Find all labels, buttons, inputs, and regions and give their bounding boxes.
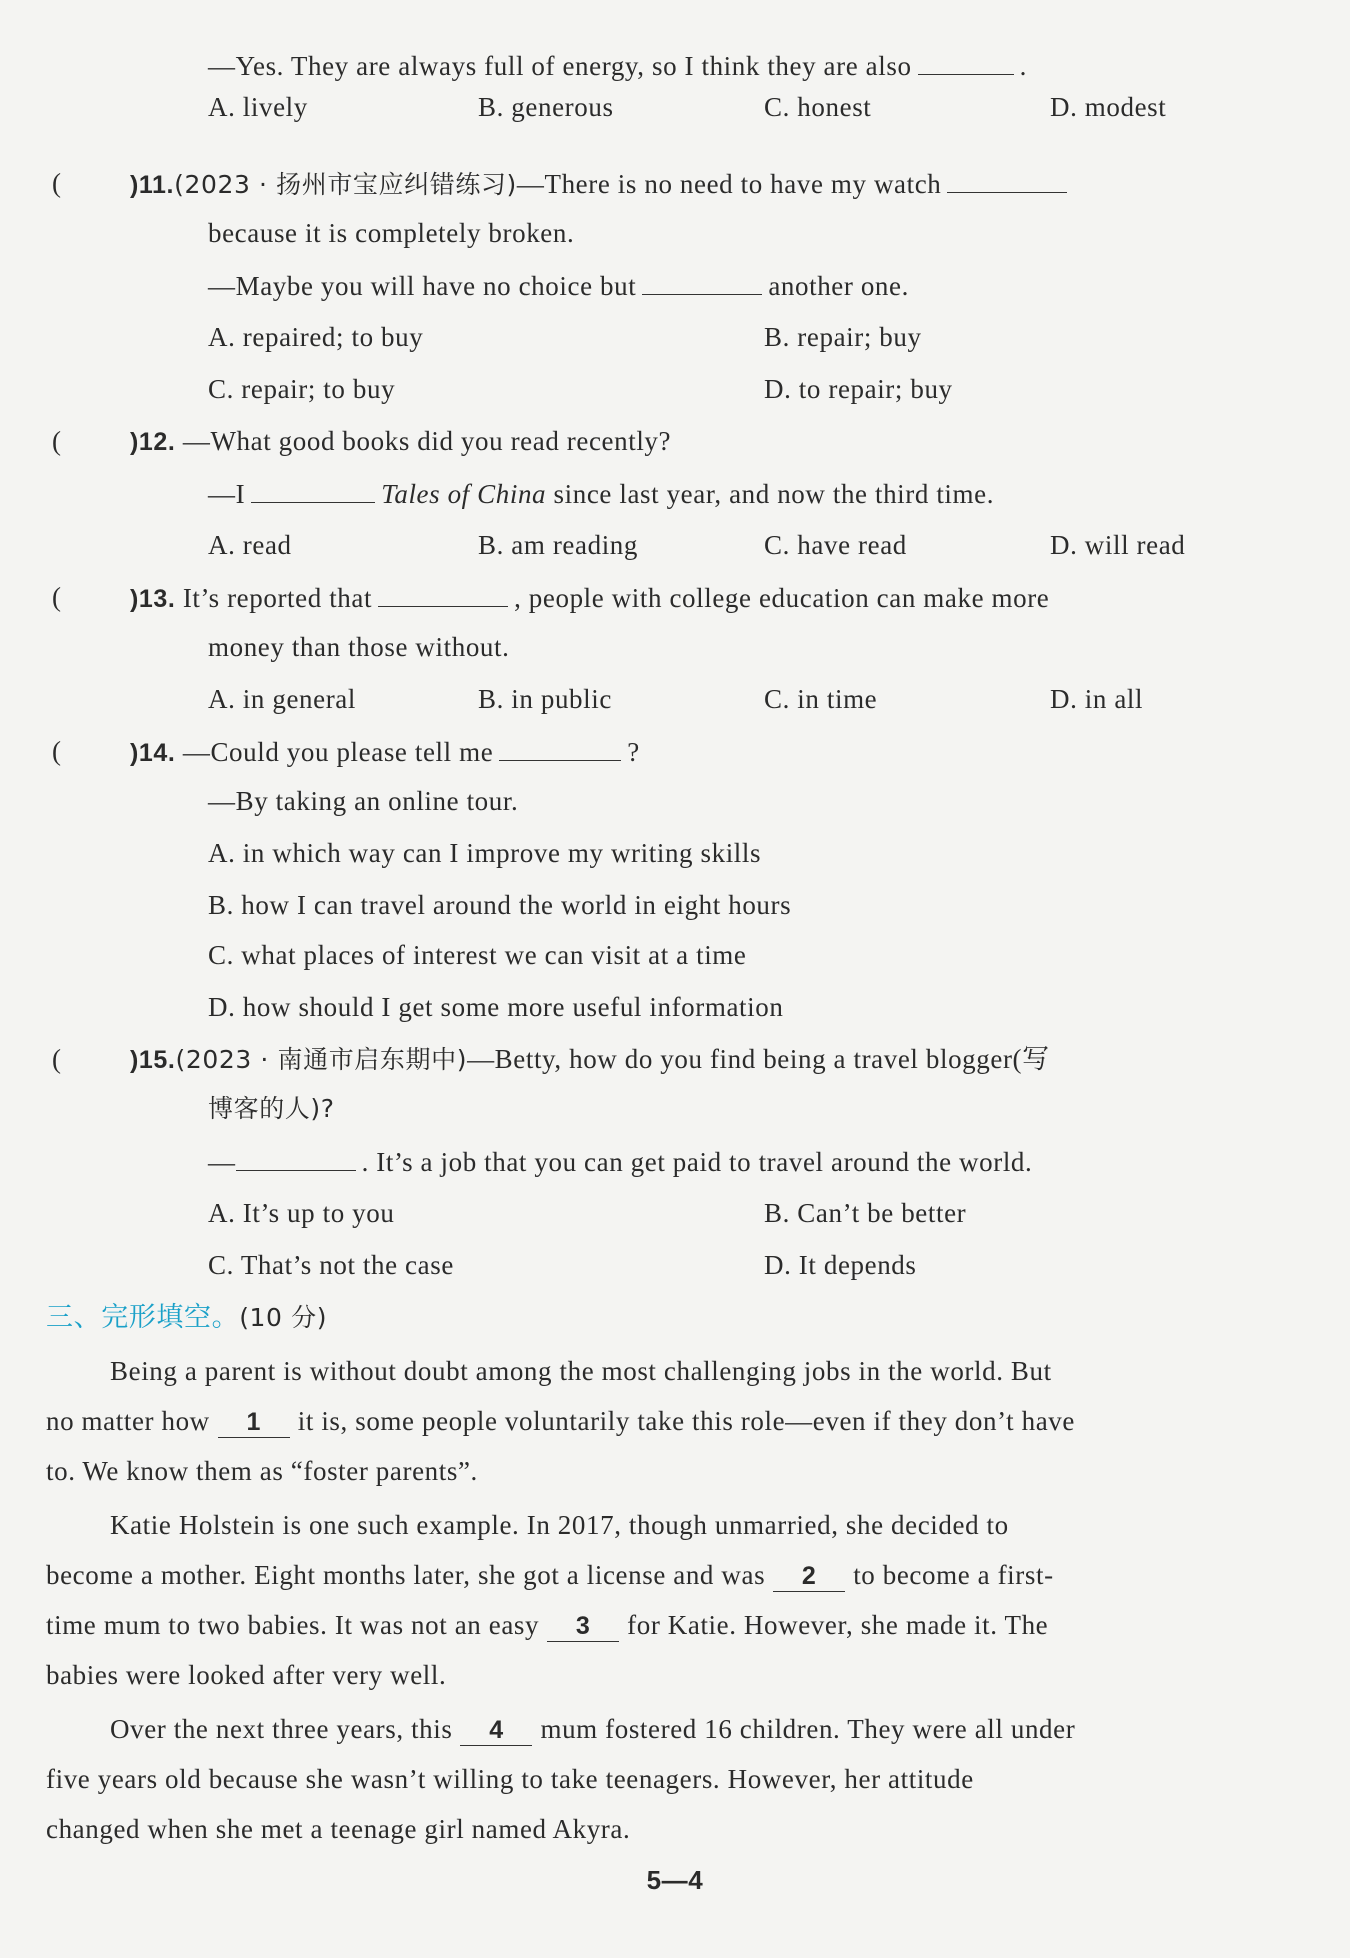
q11-number: )11. <box>130 171 175 199</box>
passage-line <box>46 1608 1048 1642</box>
passage-text: time mum to two babies. It was not an easy <box>46 1610 540 1640</box>
q15-line1 <box>130 1042 1050 1077</box>
q11-text: —There is no need to have my watch <box>516 169 942 199</box>
q14-answer-paren[interactable]: ( <box>52 736 62 766</box>
q14-option-d: D. how should I get some more useful information <box>208 992 784 1022</box>
q15-text-b: . It’s a job that you can get paid to travel around the world. <box>361 1147 1033 1177</box>
q13-option-a: A. in general <box>208 684 356 714</box>
q11-option-d: D. to repair; buy <box>764 374 953 404</box>
q14-option-b: B. how I can travel around the world in eight hours <box>208 890 792 920</box>
section-heading <box>46 1300 327 1335</box>
q14-option-a: A. in which way can I improve my writing skills <box>208 838 762 868</box>
q11-blank2[interactable] <box>642 268 762 295</box>
cloze-blank-1[interactable]: 1 <box>218 1407 290 1438</box>
passage-text: for Katie. However, she made it. The <box>627 1610 1049 1640</box>
passage-line: five years old because she wasn’t willing to take teenagers. However, her attitude <box>46 1764 974 1794</box>
q11-line3 <box>208 268 909 303</box>
q10-option-a: A. lively <box>208 92 308 122</box>
q12-number: )12. <box>130 428 176 456</box>
passage-text: it is, some people voluntarily take this role—even if they don’t have <box>297 1406 1075 1436</box>
q15-text-a: — <box>208 1147 236 1177</box>
q15-number: )15. <box>130 1046 176 1074</box>
passage-text: mum fostered 16 children. They were all under <box>540 1714 1076 1744</box>
q12-book-title: Tales of China <box>381 479 547 509</box>
q10-line1 <box>208 48 1027 83</box>
q14-text-a: —Could you please tell me <box>182 737 494 767</box>
q13-line1 <box>130 580 1049 616</box>
q15-text: —Betty, how do you find being a travel blogger(写 <box>467 1044 1050 1074</box>
q14-option-c: C. what places of interest we can visit at a time <box>208 940 747 970</box>
q10-text: —Yes. They are always full of energy, so I think they are also <box>208 51 912 81</box>
section-title: 三、完形填空。 <box>46 1302 240 1333</box>
q12-answer-paren[interactable]: ( <box>52 426 62 456</box>
passage-text: Over the next three years, this <box>110 1714 453 1744</box>
q15-line2: 博客的人)? <box>208 1094 335 1123</box>
q15-option-d: D. It depends <box>764 1250 917 1280</box>
passage-line <box>110 1712 1075 1746</box>
q15-line3 <box>208 1144 1032 1179</box>
passage-line: babies were looked after very well. <box>46 1660 447 1690</box>
q10-option-d: D. modest <box>1050 92 1167 122</box>
q14-number: )14. <box>130 739 176 767</box>
passage-line: Being a parent is without doubt among the most challenging jobs in the world. But <box>110 1356 1052 1386</box>
cloze-blank-3[interactable]: 3 <box>547 1611 619 1642</box>
q13-answer-paren[interactable]: ( <box>52 582 62 612</box>
q10-blank[interactable] <box>918 48 1014 75</box>
passage-text: no matter how <box>46 1406 210 1436</box>
q11-answer-paren[interactable]: ( <box>52 168 62 198</box>
section-score: (10 分) <box>239 1303 328 1332</box>
passage-line <box>46 1558 1054 1592</box>
cloze-blank-4[interactable]: 4 <box>460 1715 532 1746</box>
q15-option-c: C. That’s not the case <box>208 1250 454 1280</box>
q13-option-d: D. in all <box>1050 684 1144 714</box>
q12-text: —What good books did you read recently? <box>182 426 672 456</box>
q11-source: (2023 · 扬州市宝应纠错练习) <box>174 170 517 199</box>
q11-text-a: —Maybe you will have no choice but <box>208 271 637 301</box>
q14-text-b: ? <box>627 737 640 767</box>
q13-text-a: It’s reported that <box>182 583 373 613</box>
q10-end: . <box>1019 51 1027 81</box>
q11-option-c: C. repair; to buy <box>208 374 396 404</box>
passage-text: become a mother. Eight months later, she got a license and was <box>46 1560 766 1590</box>
q13-option-b: B. in public <box>478 684 612 714</box>
q11-text-b: another one. <box>768 271 909 301</box>
q12-option-c: C. have read <box>764 530 907 560</box>
q15-option-a: A. It’s up to you <box>208 1198 395 1228</box>
q12-option-d: D. will read <box>1050 530 1186 560</box>
passage-line <box>46 1404 1075 1438</box>
q12-text-b: since last year, and now the third time. <box>553 479 995 509</box>
q10-option-b: B. generous <box>478 92 614 122</box>
q12-option-a: A. read <box>208 530 292 560</box>
q12-blank[interactable] <box>251 476 375 503</box>
q11-blank1[interactable] <box>947 166 1067 193</box>
passage-text: to become a first- <box>853 1560 1054 1590</box>
cloze-blank-2[interactable]: 2 <box>773 1561 845 1592</box>
q12-option-b: B. am reading <box>478 530 639 560</box>
q13-number: )13. <box>130 585 176 613</box>
q13-option-c: C. in time <box>764 684 878 714</box>
passage-line: Katie Holstein is one such example. In 2017, though unmarried, she decided to <box>110 1510 1009 1540</box>
q13-blank[interactable] <box>378 580 508 607</box>
q15-source: (2023 · 南通市启东期中) <box>175 1045 468 1074</box>
q14-line1 <box>130 734 640 770</box>
passage-line: changed when she met a teenage girl named Akyra. <box>46 1814 631 1844</box>
q14-line2: —By taking an online tour. <box>208 786 519 816</box>
passage-line: to. We know them as “foster parents”. <box>46 1456 478 1486</box>
q13-line2: money than those without. <box>208 632 510 662</box>
q11-option-a: A. repaired; to buy <box>208 322 424 352</box>
q11-line2: because it is completely broken. <box>208 218 575 248</box>
q11-option-b: B. repair; buy <box>764 322 922 352</box>
q12-line1 <box>130 424 671 459</box>
q10-option-c: C. honest <box>764 92 872 122</box>
page-number: 5—4 <box>646 1865 704 1895</box>
q15-answer-paren[interactable]: ( <box>52 1044 62 1074</box>
q15-option-b: B. Can’t be better <box>764 1198 967 1228</box>
q14-blank[interactable] <box>499 734 621 761</box>
q11-line1 <box>130 166 1073 202</box>
q13-text-b: , people with college education can make more <box>514 583 1050 613</box>
q12-line2 <box>208 476 994 511</box>
q15-blank[interactable] <box>236 1144 356 1171</box>
q12-text-a: —I <box>208 479 246 509</box>
